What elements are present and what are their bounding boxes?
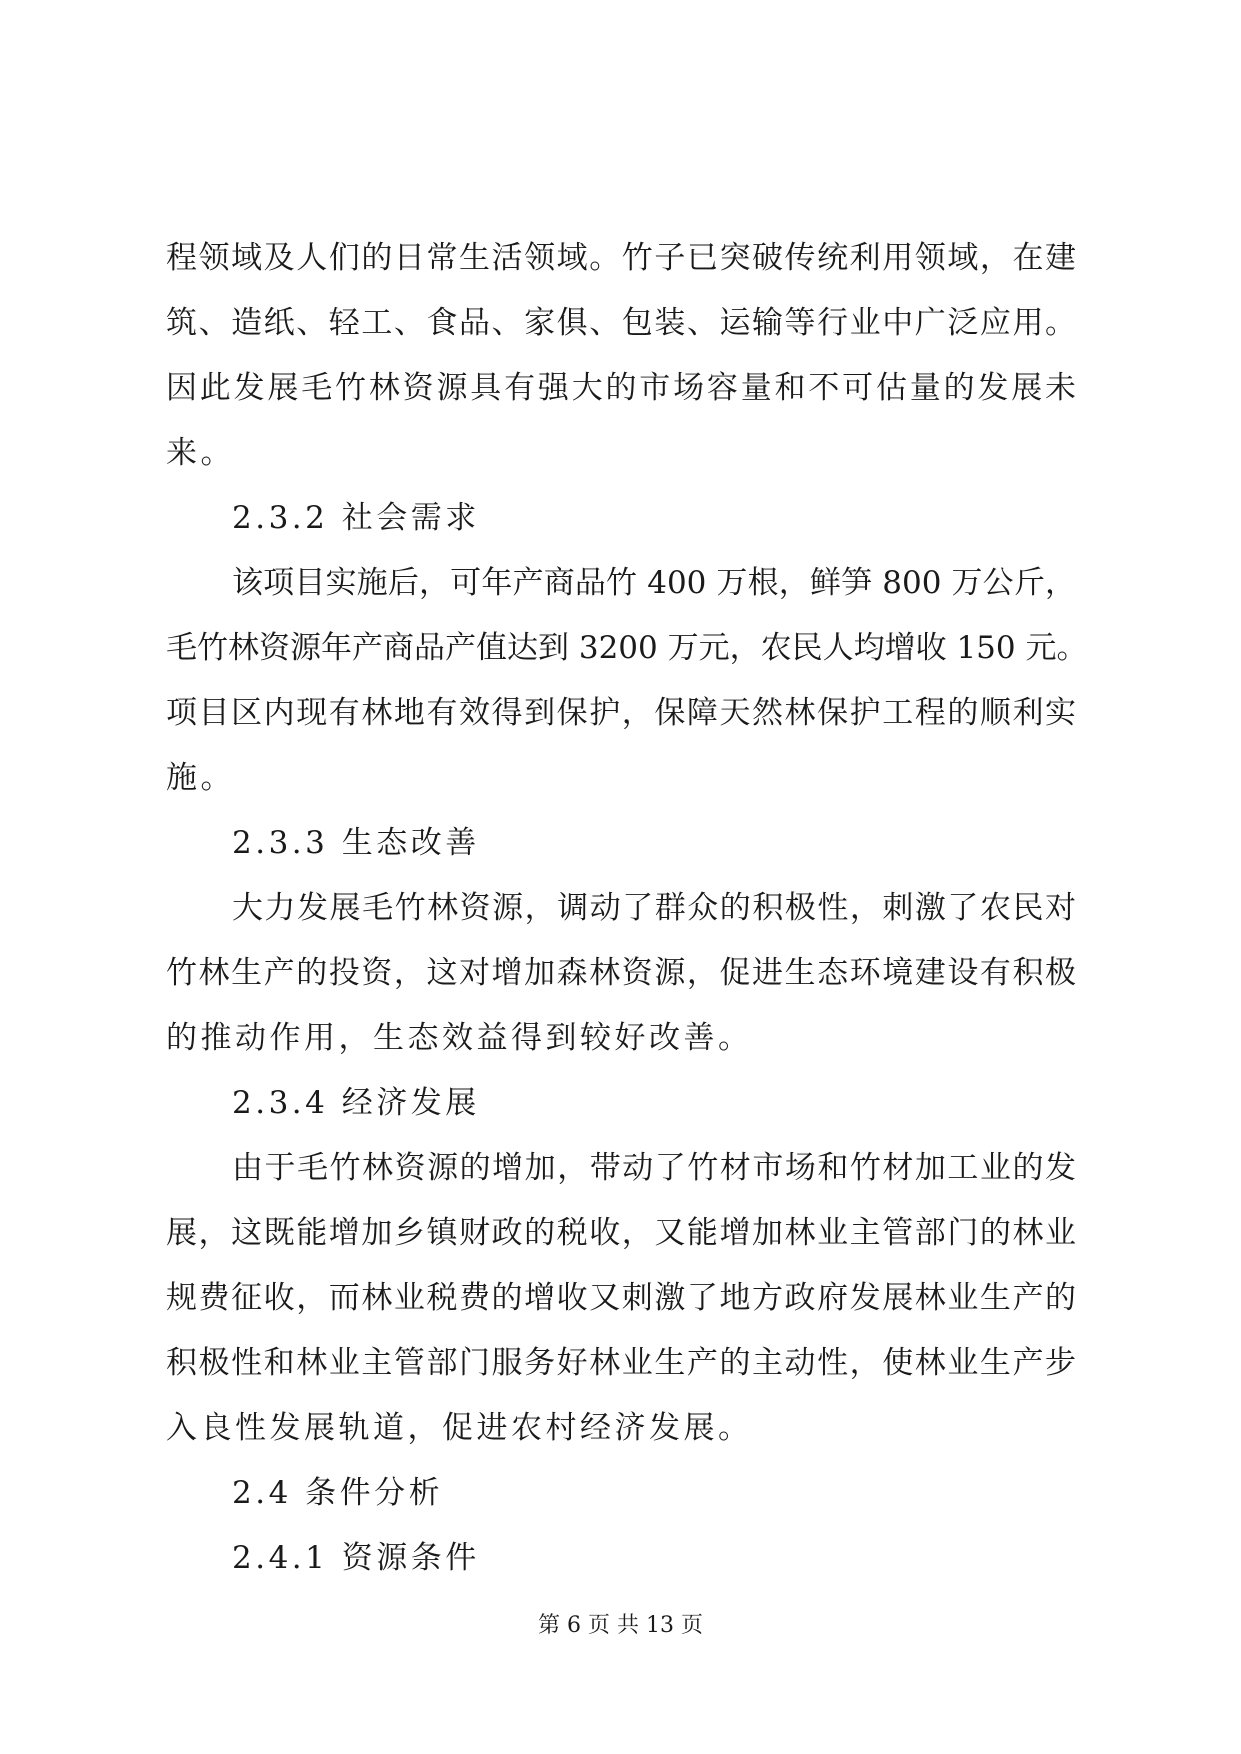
- section-heading-2-3-3: 2.3.3 生态改善: [232, 825, 480, 861]
- section-heading-2-3-4: 2.3.4 经济发展: [232, 1085, 480, 1121]
- body-text-line: 展，这既能增加乡镇财政的税收，又能增加林业主管部门的林业: [166, 1215, 1076, 1251]
- body-text-line: 入良性发展轨道，促进农村经济发展。: [166, 1410, 753, 1446]
- body-text-line: 筑、造纸、轻工、食品、家俱、包装、运输等行业中广泛应用。: [166, 305, 1076, 341]
- page-number-footer: 第 6 页 共 13 页: [538, 1613, 703, 1638]
- body-text-line: 程领域及人们的日常生活领域。竹子已突破传统利用领域，在建: [166, 240, 1076, 276]
- section-heading-2-3-2: 2.3.2 社会需求: [232, 500, 480, 536]
- body-text-line: 大力发展毛竹林资源，调动了群众的积极性，刺激了农民对: [232, 890, 1076, 926]
- body-text-line: 因此发展毛竹林资源具有强大的市场容量和不可估量的发展未: [166, 370, 1076, 406]
- body-text-line: 规费征收，而林业税费的增收又刺激了地方政府发展林业生产的: [166, 1280, 1076, 1316]
- body-text-line: 竹林生产的投资，这对增加森林资源，促进生态环境建设有积极: [166, 955, 1076, 991]
- body-text-line: 该项目实施后，可年产商品竹 400 万根，鲜笋 800 万公斤，: [232, 565, 1076, 601]
- body-text-line: 项目区内现有林地有效得到保护，保障天然林保护工程的顺利实: [166, 695, 1076, 731]
- body-text-line: 来。: [166, 435, 235, 471]
- body-text-line: 毛竹林资源年产商品产值达到 3200 万元，农民人均增收 150 元。: [166, 630, 1088, 666]
- body-text-line: 由于毛竹林资源的增加，带动了竹材市场和竹材加工业的发: [232, 1150, 1076, 1186]
- document-body: [166, 226, 1088, 1591]
- body-text-line: 的推动作用，生态效益得到较好改善。: [166, 1020, 753, 1056]
- section-heading-2-4: 2.4 条件分析: [232, 1475, 444, 1511]
- body-text-line: 积极性和林业主管部门服务好林业生产的主动性，使林业生产步: [166, 1345, 1076, 1381]
- body-text-line: 施。: [166, 760, 235, 796]
- section-heading-2-4-1: 2.4.1 资源条件: [232, 1540, 480, 1576]
